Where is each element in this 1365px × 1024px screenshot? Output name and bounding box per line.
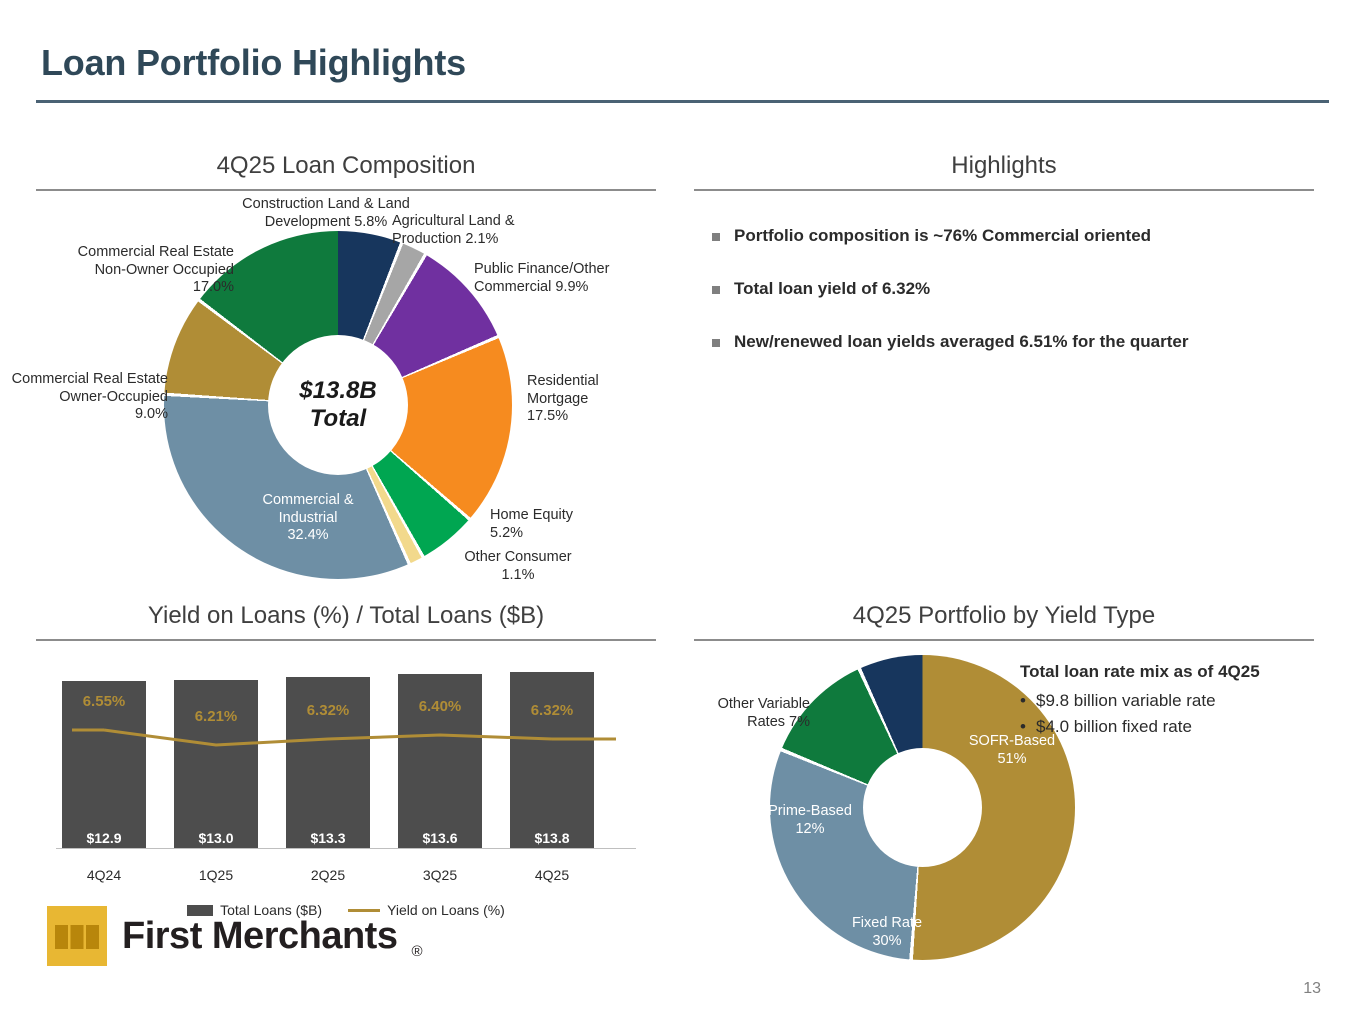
bullet-square-icon — [712, 286, 720, 294]
bullet-square-icon — [712, 233, 720, 241]
highlight-text: Total loan yield of 6.32% — [734, 279, 931, 299]
bar-value-label: $13.6 — [422, 830, 458, 846]
x-tick-label: 4Q24 — [86, 867, 122, 883]
x-tick-label: 4Q25 — [534, 867, 570, 883]
label-residential-mortgage: Residential Mortgage 17.5% — [527, 373, 599, 425]
first-merchants-mark-icon — [46, 905, 108, 967]
section-header-yield-type: 4Q25 Portfolio by Yield Type — [852, 602, 1156, 629]
bar-pct-label: 6.21% — [194, 708, 238, 725]
yield-type-item: $4.0 billion fixed rate — [1036, 717, 1192, 737]
logo-registered-mark: ® — [411, 943, 423, 960]
list-item — [712, 331, 1332, 353]
highlights-list — [712, 225, 1332, 384]
bar-value-label: $13.0 — [198, 830, 234, 846]
section-header-highlights: Highlights — [951, 152, 1057, 179]
yield-type-summary — [1020, 662, 1350, 741]
company-logo — [46, 905, 423, 967]
label-cre-non-owner-occupied: Commercial Real Estate Non-Owner Occupied 17.0% — [77, 244, 234, 296]
bar-1Q25 — [174, 680, 258, 848]
label-commercial-industrial: Commercial & Industrial 32.4% — [262, 492, 354, 544]
yield-type-item: $9.8 billion variable rate — [1036, 691, 1216, 710]
page-title: Loan Portfolio Highlights — [41, 42, 466, 83]
yield-total-loans-chart — [36, 660, 656, 918]
list-item — [712, 278, 1332, 300]
label-other-consumer: Other Consumer 1.1% — [464, 549, 572, 583]
label-prime-based: Prime-Based 12% — [768, 803, 852, 837]
list-item — [712, 225, 1332, 247]
label-cre-owner-occupied: Commercial Real Estate Owner-Occupied 9.0% — [11, 371, 168, 423]
section-divider-loan-composition — [36, 189, 656, 191]
highlight-text: Portfolio composition is ~76% Commercial oriented — [734, 226, 1152, 245]
bar-pct-label: 6.55% — [82, 693, 126, 710]
label-construction: Construction Land & Land Development 5.8% — [242, 196, 410, 230]
bar-4Q25 — [510, 672, 594, 848]
section-divider-yield-on-loans — [36, 639, 656, 641]
section-divider-highlights — [694, 189, 1314, 191]
bar-value-label: $12.9 — [86, 830, 122, 846]
label-other-variable-rates: Other Variable Rates 7% — [717, 696, 810, 730]
x-tick-label: 2Q25 — [310, 867, 346, 883]
label-sofr-based: SOFR-Based 51% — [968, 733, 1056, 767]
loan-composition-donut-center — [268, 335, 408, 475]
label-agricultural: Agricultural Land & Production 2.1% — [392, 213, 515, 247]
x-axis-line — [56, 848, 636, 849]
page-number: 13 — [1303, 980, 1321, 997]
list-item — [1020, 714, 1350, 740]
bar-pct-label: 6.32% — [306, 702, 350, 719]
bar-pct-label: 6.32% — [530, 702, 574, 719]
bar-value-label: $13.8 — [534, 830, 570, 846]
donut-center-total-label: Total — [309, 405, 367, 432]
label-fixed-rate: Fixed Rate 30% — [851, 915, 923, 949]
legend-label: Yield on Loans (%) — [387, 902, 505, 918]
list-item — [1020, 688, 1350, 714]
logo-wordmark: First Merchants — [122, 914, 398, 957]
bar-pct-label: 6.40% — [418, 698, 462, 715]
donut-center-total: $13.8B — [299, 377, 377, 405]
section-header-loan-composition: 4Q25 Loan Composition — [216, 152, 476, 179]
bullet-dot-icon: • — [1020, 717, 1026, 737]
x-tick-label: 1Q25 — [198, 867, 234, 883]
yield-type-summary-title: Total loan rate mix as of 4Q25 — [1020, 662, 1260, 681]
title-divider — [36, 100, 1329, 103]
label-home-equity: Home Equity 5.2% — [490, 507, 574, 541]
label-public-finance: Public Finance/Other Commercial 9.9% — [474, 261, 610, 295]
bullet-dot-icon: • — [1020, 691, 1026, 710]
bar-value-label: $13.3 — [310, 830, 346, 846]
highlight-text: New/renewed loan yields averaged 6.51% for the quarter — [734, 332, 1189, 352]
x-tick-label: 3Q25 — [422, 867, 458, 883]
section-header-yield-on-loans: Yield on Loans (%) / Total Loans ($B) — [147, 602, 545, 629]
legend-label: Total Loans ($B) — [220, 902, 323, 918]
section-divider-yield-type — [694, 639, 1314, 641]
bullet-square-icon — [712, 339, 720, 347]
